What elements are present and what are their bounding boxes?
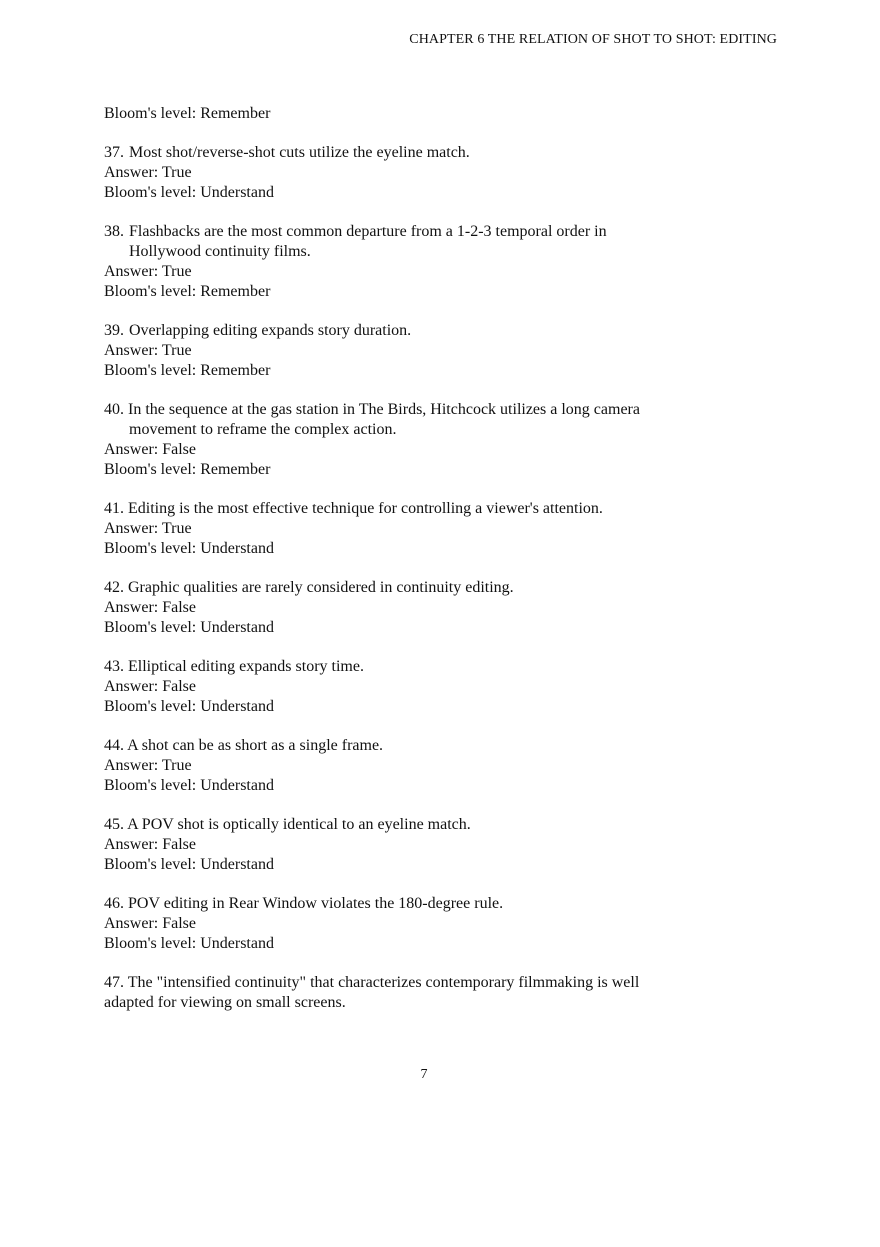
question-text: 43. Elliptical editing expands story time.: [104, 658, 364, 675]
question-text: 46. POV editing in Rear Window violates the 180-degree rule.: [104, 895, 504, 912]
question-number: 44.: [104, 737, 124, 754]
question-item: [104, 815, 704, 875]
answer: Answer: False: [104, 915, 196, 932]
bloom-level: Bloom's level: Remember: [104, 105, 271, 122]
answer: Answer: True: [104, 164, 192, 181]
bloom-level: Bloom's level: Remember: [104, 461, 271, 478]
question-item: [104, 222, 704, 302]
bloom-level: Bloom's level: Remember: [104, 362, 271, 379]
answer: Answer: False: [104, 678, 196, 695]
answer: Answer: False: [104, 441, 196, 458]
question-number: 43.: [104, 658, 124, 675]
bloom-level: Bloom's level: Remember: [104, 283, 271, 300]
bloom-level: Bloom's level: Understand: [104, 935, 274, 952]
question-item: [104, 499, 704, 559]
question-text-continued: movement to reframe the complex action.: [129, 421, 397, 438]
question-item: [104, 894, 704, 954]
question-number: 38.: [104, 223, 124, 240]
question-number: 46.: [104, 895, 124, 912]
question-item: [104, 578, 704, 638]
bloom-level: Bloom's level: Understand: [104, 698, 274, 715]
question-text: 45. A POV shot is optically identical to an eyeline match.: [104, 816, 471, 833]
bloom-level: Bloom's level: Understand: [104, 540, 274, 557]
bloom-level: Bloom's level: Understand: [104, 856, 274, 873]
answer: Answer: True: [104, 520, 192, 537]
bloom-level: Bloom's level: Understand: [104, 184, 274, 201]
question-text: 42. Graphic qualities are rarely considered in continuity editing.: [104, 579, 514, 596]
question-number: 41.: [104, 500, 124, 517]
question-text: 41. Editing is the most effective technique for controlling a viewer's attention.: [104, 500, 603, 517]
page-number: 7: [420, 1067, 428, 1082]
question-text: 44. A shot can be as short as a single frame.: [104, 737, 384, 754]
question-item: [104, 973, 704, 1013]
question-text: 47. The "intensified continuity" that characterizes contemporary filmmaking is well: [104, 974, 640, 991]
question-text-continued: Hollywood continuity films.: [129, 243, 311, 260]
question-text-continued: adapted for viewing on small screens.: [104, 994, 346, 1011]
question-text: 38. Flashbacks are the most common departure from a 1-2-3 temporal order in: [104, 223, 607, 240]
answer: Answer: True: [104, 342, 192, 359]
answer: Answer: True: [104, 263, 192, 280]
question-text: 37. Most shot/reverse-shot cuts utilize the eyeline match.: [104, 144, 470, 161]
question-item: [104, 321, 704, 381]
question-text: 39. Overlapping editing expands story duration.: [104, 322, 412, 339]
question-number: 42.: [104, 579, 124, 596]
running-header: CHAPTER 6 THE RELATION OF SHOT TO SHOT: EDITING: [409, 32, 777, 47]
answer: Answer: False: [104, 599, 196, 616]
question-item: [104, 657, 704, 717]
question-number: 47.: [104, 974, 124, 991]
question-item: [104, 143, 704, 203]
question-number: 40.: [104, 401, 124, 418]
question-item: [104, 736, 704, 796]
question-text: 40. In the sequence at the gas station in The Birds, Hitchcock utilizes a long camera: [104, 401, 640, 418]
bloom-level: Bloom's level: Understand: [104, 619, 274, 636]
question-number: 45.: [104, 816, 124, 833]
question-item: [104, 400, 704, 480]
question-list: [104, 104, 704, 1013]
bloom-level: Bloom's level: Understand: [104, 777, 274, 794]
answer: Answer: False: [104, 836, 196, 853]
answer: Answer: True: [104, 757, 192, 774]
question-number: 37.: [104, 144, 124, 161]
question-number: 39.: [104, 322, 124, 339]
